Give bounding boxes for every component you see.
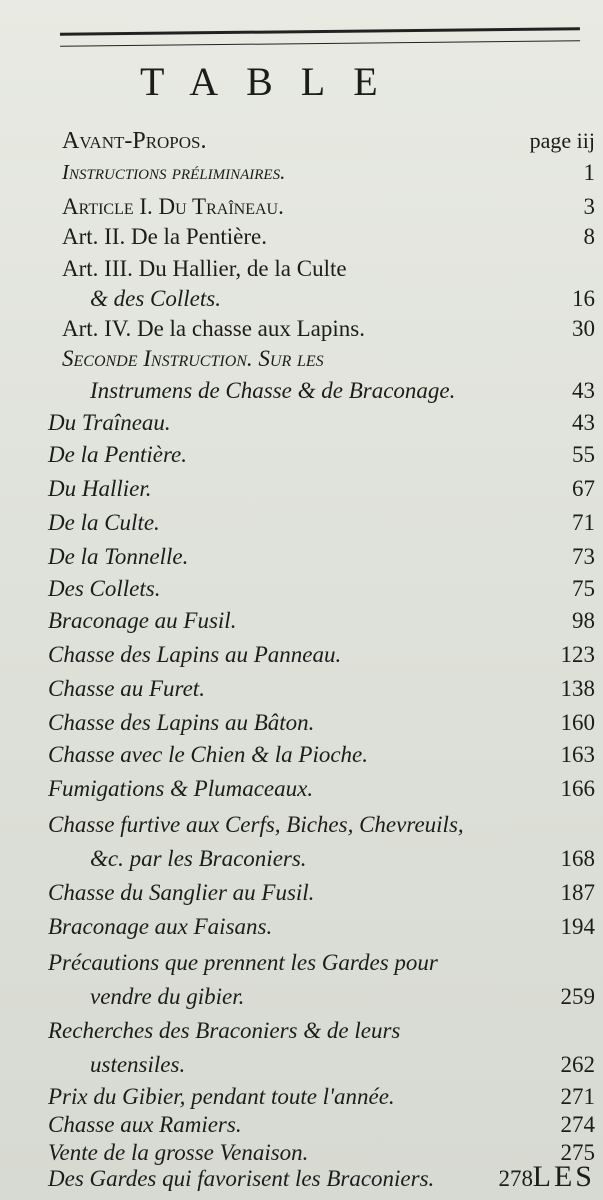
toc-entry [0, 378, 603, 412]
toc-entry [0, 510, 603, 544]
toc-entry [0, 476, 603, 510]
toc-entry-title: Chasse au Furet. [48, 676, 205, 701]
toc-entry-title: Art. IV. De la chasse aux Lapins. [62, 316, 365, 341]
toc-entry [0, 984, 603, 1018]
toc-entry-page: 187 [560, 880, 595, 905]
toc-entry [0, 642, 603, 676]
toc-entry-title: De la Culte. [48, 510, 160, 535]
toc-entry-page: 262 [560, 1052, 595, 1077]
toc-entry-title: Instructions préliminaires. [62, 160, 286, 184]
toc-entry-title: Chasse furtive aux Cerfs, Biches, Chevreuils, [48, 812, 464, 837]
toc-entry-title: De la Tonnelle. [48, 544, 189, 569]
toc-entry-title: De la Pentière. [48, 442, 188, 467]
toc-entry-title: & des Collets. [90, 286, 221, 311]
toc-entry-title: Du Hallier. [48, 476, 152, 501]
toc-entry-title: Art. III. Du Hallier, de la Culte [62, 256, 347, 281]
toc-entry-page: page iij [529, 128, 595, 153]
toc-entry-page: 16 [572, 286, 595, 311]
toc-entry [0, 576, 603, 610]
toc-entry [0, 742, 603, 776]
toc-entry-page: 30 [572, 316, 595, 341]
toc-entry-page: 271 [560, 1084, 595, 1109]
toc-entry-page: 168 [560, 846, 595, 871]
page-title: TABLE [140, 59, 406, 104]
toc-entry-page: 1 [583, 160, 595, 185]
toc-entry [0, 1166, 603, 1200]
toc-entry-title: Chasse des Lapins au Bâton. [48, 710, 315, 735]
toc-entry-title: Chasse du Sanglier au Fusil. [48, 880, 315, 905]
toc-entry [0, 812, 603, 846]
toc-entry [0, 1018, 603, 1052]
toc-entry-page: 278 [498, 1166, 533, 1191]
toc-entry [0, 316, 603, 350]
toc-entry-page: 166 [560, 776, 595, 801]
toc-entry-title: Art. II. De la Pentière. [62, 224, 268, 249]
toc-entry-title: Recherches des Braconiers & de leurs [48, 1018, 401, 1043]
toc-entry [0, 676, 603, 710]
catchword: LES [532, 1160, 595, 1193]
toc-entry-page: 274 [560, 1112, 595, 1137]
toc-entry-page: 43 [572, 410, 595, 435]
toc-entry-title: ustensiles. [90, 1052, 186, 1077]
toc-entry [0, 160, 603, 194]
toc-entry-page: 43 [572, 378, 595, 403]
toc-entry-page: 259 [560, 984, 595, 1009]
toc-entry [0, 914, 603, 948]
toc-entry [0, 1052, 603, 1086]
toc-entry [0, 410, 603, 444]
toc-entry-title: Chasse aux Ramiers. [48, 1112, 242, 1137]
toc-entry [0, 544, 603, 578]
toc-entry-title: Des Gardes qui favorisent les Braconiers. [48, 1166, 435, 1191]
toc-entry [0, 256, 603, 290]
toc-entry-title: Chasse des Lapins au Panneau. [48, 642, 342, 667]
toc-entry-title: &c. par les Braconiers. [90, 846, 307, 871]
toc-entry-title: Fumigations & Plumaceaux. [48, 776, 314, 801]
toc-entry [0, 950, 603, 984]
toc-entry-page: 73 [572, 544, 595, 569]
toc-entry-title: Prix du Gibier, pendant toute l'année. [48, 1084, 395, 1109]
toc-entry [0, 776, 603, 810]
toc-entry-page: 138 [560, 676, 595, 701]
toc-entry-page: 71 [572, 510, 595, 535]
toc-entry-page: 194 [560, 914, 595, 939]
toc-entry [0, 442, 603, 476]
toc-entry-title: Des Collets. [48, 576, 161, 601]
toc-entry-page: 55 [572, 442, 595, 467]
toc-entry [0, 194, 603, 228]
toc-entry [0, 710, 603, 744]
toc-entry-page: 67 [572, 476, 595, 501]
toc-entry [0, 286, 603, 320]
toc-entry-title: Précautions que prennent les Gardes pour [48, 950, 438, 975]
toc-entry-page: 98 [572, 608, 595, 633]
toc-entry-page: 160 [560, 710, 595, 735]
toc-entry-page: 163 [560, 742, 595, 767]
toc-entry-title: Chasse avec le Chien & la Pioche. [48, 742, 369, 767]
toc-entry-title: Du Traîneau. [48, 410, 171, 435]
toc-entry-title: Seconde Instruction. Sur les [62, 346, 324, 371]
toc-entry-page: 123 [560, 642, 595, 667]
toc-entry-page: 275 [560, 1140, 595, 1165]
toc-entry-page: 8 [583, 224, 595, 249]
toc-entry [0, 128, 603, 162]
toc-entry-title: vendre du gibier. [90, 984, 245, 1009]
toc-entry [0, 346, 603, 380]
toc-entry [0, 880, 603, 914]
toc-entry [0, 224, 603, 258]
toc-entry-page: 75 [572, 576, 595, 601]
toc-entry [0, 608, 603, 642]
toc-entry-page: 3 [583, 194, 595, 219]
toc-entry-title: Instrumens de Chasse & de Braconage. [90, 378, 456, 403]
toc-entry-title: Braconage aux Faisans. [48, 914, 273, 939]
toc-entry-title: Vente de la grosse Venaison. [48, 1140, 309, 1165]
toc-entry [0, 846, 603, 880]
toc-entry-title: Avant-Propos. [62, 128, 207, 154]
toc-entry-title: Braconage au Fusil. [48, 608, 237, 633]
toc-entry-title: Article I. Du Traîneau. [62, 194, 284, 219]
